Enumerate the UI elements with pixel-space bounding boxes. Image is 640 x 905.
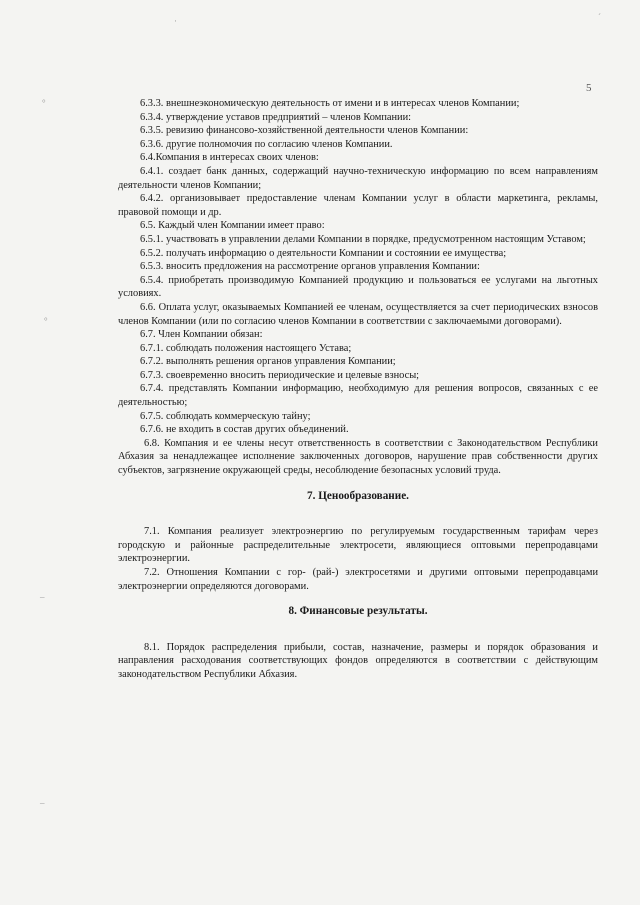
clause-6-5: 6.5. Каждый член Компании имеет право: bbox=[140, 220, 325, 232]
document-body bbox=[118, 97, 598, 682]
clause-8-1: 8.1. Порядок распределения прибыли, состав, назначение, размеры и порядок образования и направления расходования соответствующих фондов определяются в соответствии с действующим законодательством Республики Абхазия. bbox=[118, 641, 598, 680]
section-8-heading: 8. Финансовые результаты. bbox=[288, 605, 428, 618]
clause-6-7-3: 6.7.3. своевременно вносить периодические и целевые взносы; bbox=[140, 369, 420, 381]
hole-punch-mark: ° bbox=[42, 98, 46, 108]
clause-6-5-1: 6.5.1. участвовать в управлении делами Компании в порядке, предусмотренном настоящим Уставом; bbox=[140, 233, 586, 245]
clause-7-1: 7.1. Компания реализует электроэнергию по регулируемым государственным тарифам через городскую и районные распределительные электросети, являющиеся оптовыми перепродавцами электроэнергии. bbox=[118, 526, 598, 565]
hole-punch-mark: ° bbox=[44, 316, 48, 326]
clause-6-7: 6.7. Член Компании обязан: bbox=[140, 329, 263, 341]
page-number: 5 bbox=[586, 82, 592, 94]
spacer bbox=[118, 503, 598, 525]
clause-6-5-3: 6.5.3. вносить предложения на рассмотрение органов управления Компании: bbox=[140, 261, 480, 273]
clause-6-3-4: 6.3.4. утверждение уставов предприятий – членов Компании: bbox=[140, 111, 412, 123]
clause-6-8: 6.8. Компания и ее члены несут ответственность в соответствии с Законодательством Республики Абхазия за ненадлежащее исполнение заключенных договоров, нарушение прав собственности других субъектов, загрязнение окружающей среды, несоблюдение безопасных условий труда. bbox=[118, 437, 598, 477]
clause-6-4: 6.4.Компания в интересах своих членов: bbox=[140, 152, 319, 164]
clause-6-5-2: 6.5.2. получать информацию о деятельности Компании и состоянии ее имущества; bbox=[140, 247, 507, 259]
clause-7-2: 7.2. Отношения Компании с гор- (рай-) электросетями и другими оптовыми перепродавцами электроэнергии определяются договорами. bbox=[118, 567, 598, 592]
clause-6-5-4: 6.5.4. приобретать производимую Компанией продукцию и пользоваться ее услугами на льготных условиях. bbox=[118, 274, 598, 300]
clause-6-4-2: 6.4.2. организовывает предоставление членам Компании услуг в области маркетинга, рекламы, правовой помощи и др. bbox=[118, 193, 598, 218]
clause-6-7-1: 6.7.1. соблюдать положения настоящего Устава; bbox=[140, 342, 352, 354]
hole-punch-mark: – bbox=[40, 798, 45, 808]
clause-6-7-6: 6.7.6. не входить в состав других объединений. bbox=[140, 424, 349, 436]
clause-6-6: 6.6. Оплата услуг, оказываемых Компанией ее членам, осуществляется за счет периодических взносов членов Компании (или по согласию членов Компании в соответствии с заключаемыми договорами). bbox=[118, 301, 598, 327]
clause-6-4-1: 6.4.1. создает банк данных, содержащий научно-техническую информацию по всем направлениям деятельности членов Компании; bbox=[118, 165, 598, 191]
spacer bbox=[118, 593, 598, 605]
clause-6-3-3: 6.3.3. внешнеэкономическую деятельность от имени и в интересах членов Компании; bbox=[140, 98, 520, 109]
section-7-heading: 7. Ценообразование. bbox=[307, 489, 409, 502]
hole-punch-mark: – bbox=[40, 592, 45, 602]
spacer bbox=[118, 478, 598, 490]
clause-6-3-5: 6.3.5. ревизию финансово-хозяйственной деятельности членов Компании: bbox=[140, 125, 469, 137]
scan-speck: ´ bbox=[598, 12, 601, 22]
spacer bbox=[118, 619, 598, 641]
clause-6-3-6: 6.3.6. другие полномочия по согласию членов Компании. bbox=[140, 138, 393, 150]
clause-6-7-5: 6.7.5. соблюдать коммерческую тайну; bbox=[140, 410, 311, 422]
scan-speck: · bbox=[174, 16, 177, 26]
clause-6-7-4: 6.7.4. представлять Компании информацию, необходимую для решения вопросов, связанных с ее деятельностью; bbox=[118, 383, 598, 409]
clause-6-7-2: 6.7.2. выполнять решения органов управления Компании; bbox=[140, 356, 396, 368]
